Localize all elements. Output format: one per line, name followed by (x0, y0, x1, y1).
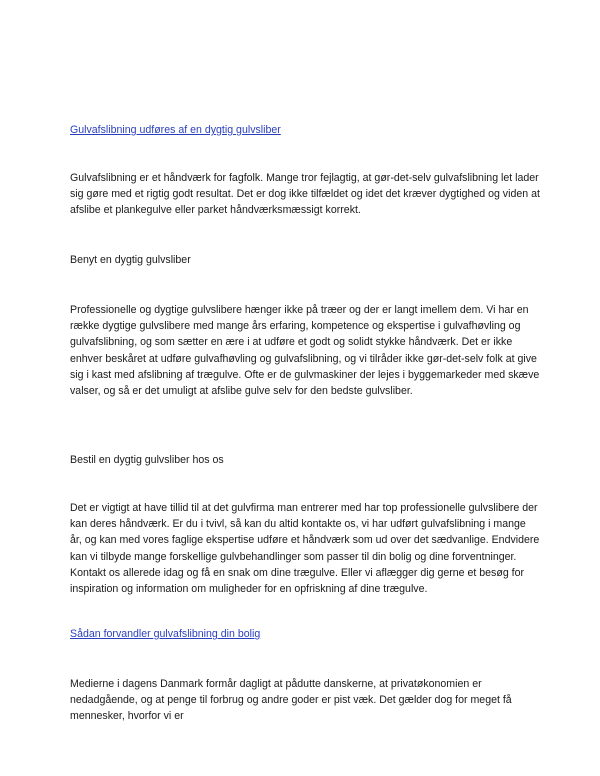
paragraph-tillid-gulvfirma: Det er vigtigt at have tillid til at det gulvfirma man entrerer med har top professionelle gulvslibere der kan deres håndværk. Er du i tvivl, så kan du altid kontakte os, vi har udført gulvafslibning i mange år, og kan med vores faglige ekspertise udføre et håndværk som ud over det sædvanlige. Endvidere kan vi tilbyde mange forskellige gulvbehandlinger som passer til din bolig og dine forventninger. Kontakt os allerede idag og få en snak om dine trægulve. Eller vi aflægger dig gerne et besøg for inspiration og information om muligheder for en opfriskning af dine trægulve. (70, 502, 540, 596)
heading-benyt-dygtig-gulvsliber: Benyt en dygtig gulvsliber (70, 254, 191, 266)
link-gulvafslibning-dygtig-gulvsliber[interactable]: Gulvafslibning udføres af en dygtig gulvsliber (70, 124, 281, 136)
paragraph-medierne-danmark: Medierne i dagens Danmark formår dagligt at pådutte danskerne, at privatøkonomien er nedadgående, og at penge til forbrug og andre goder er pist væk. Det gælder dog for meget få mennesker, hvorfor vi er (70, 678, 512, 723)
link-forvandler-gulvafslibning[interactable]: Sådan forvandler gulvafslibning din bolig (70, 628, 261, 640)
paragraph-intro: Gulvafslibning er et håndværk for fagfolk. Mange tror fejlagtig, at gør-det-selv gulvafslibning let lader sig gøre med et rigtig godt resultat. Det er dog ikke tilfældet og idet det kræver dygtighed og viden at afslibe et plankegulve eller parket håndværksmæssigt korrekt. (70, 172, 540, 217)
paragraph-professionelle-gulvslibere: Professionelle og dygtige gulvslibere hænger ikke på træer og der er langt imellem dem. Vi har en række dygtige gulvslibere med mange års erfaring, kompetence og ekspertise i gulvafhøvling og gulvafslibning, og som sætter en ære i at udføre et godt og solidt stykke håndværk. Det er ikke enhver beskåret at udføre gulvafhøvling og gulvafslibning, og vi tilråder ikke gør-det-selv folk at give sig i kast med afslibning af trægulve. Ofte er de gulvmaskiner der lejes i byggemarkeder med skæve valser, og så er det umuligt at afslibe gulve selv for den bedste gulvsliber. (70, 304, 540, 398)
heading-bestil-dygtig-gulvsliber: Bestil en dygtig gulvsliber hos os (70, 454, 224, 466)
